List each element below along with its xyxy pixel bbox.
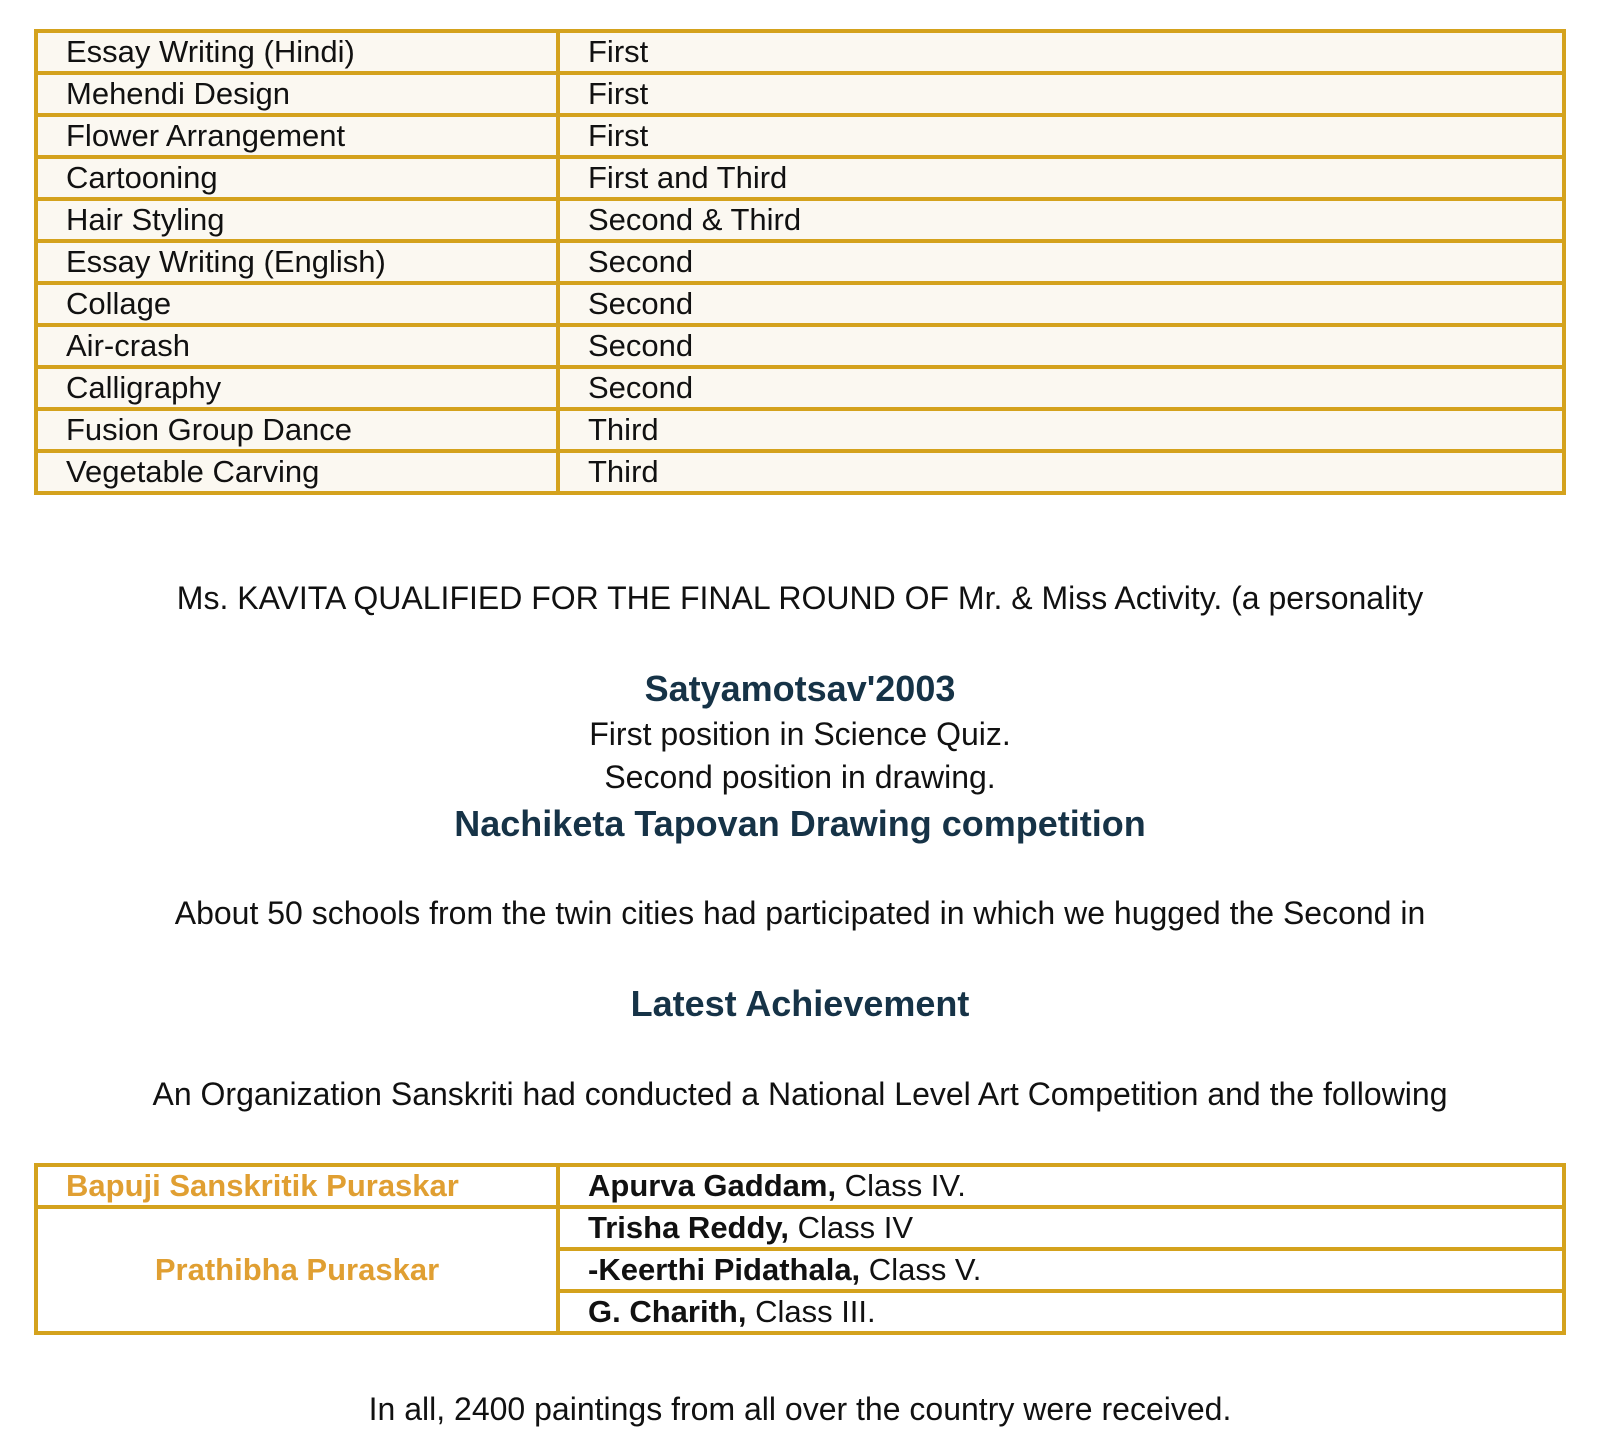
position-cell: First: [558, 31, 1564, 73]
satyamotsav-line-1: First position in Science Quiz.: [589, 716, 1011, 752]
results-table: [34, 29, 1566, 495]
winner-cell: [558, 1207, 1564, 1249]
event-cell: Vegetable Carving: [36, 451, 558, 493]
position-cell: First: [558, 115, 1564, 157]
winner-name: Apurva Gaddam,: [588, 1168, 837, 1203]
position-cell: Second: [558, 325, 1564, 367]
table-row: [36, 451, 1564, 493]
winner-cell: [558, 1291, 1564, 1333]
table-row: [36, 367, 1564, 409]
event-cell: Calligraphy: [36, 367, 558, 409]
satyamotsav-line-2: Second position in drawing.: [604, 759, 996, 795]
winner-name: -Keerthi Pidathala,: [588, 1252, 861, 1287]
event-cell: Essay Writing (Hindi): [36, 31, 558, 73]
closing-statement: In all, 2400 paintings from all over the country were received.: [368, 1391, 1232, 1427]
table-row: [36, 199, 1564, 241]
table-row: [36, 31, 1564, 73]
event-cell: Essay Writing (English): [36, 241, 558, 283]
position-cell: Third: [558, 409, 1564, 451]
event-cell: Air-crash: [36, 325, 558, 367]
table-row: [36, 241, 1564, 283]
table-row: [36, 325, 1564, 367]
table-row: [36, 73, 1564, 115]
winner-class: Class IV.: [836, 1168, 966, 1203]
event-cell: Mehendi Design: [36, 73, 558, 115]
position-cell: Second: [558, 367, 1564, 409]
table-row: [36, 283, 1564, 325]
kavita-statement: Ms. KAVITA QUALIFIED FOR THE FINAL ROUND OF Mr. & Miss Activity. (a personality: [176, 580, 1424, 616]
position-cell: Second: [558, 241, 1564, 283]
winner-name: Trisha Reddy,: [588, 1210, 789, 1245]
event-cell: Fusion Group Dance: [36, 409, 558, 451]
event-cell: Collage: [36, 283, 558, 325]
latest-achievement-text: An Organization Sanskriti had conducted a National Level Art Competition and the following: [152, 1076, 1448, 1112]
table-row: [36, 1165, 1564, 1207]
winner-cell: [558, 1249, 1564, 1291]
position-cell: Second: [558, 283, 1564, 325]
table-row: [36, 157, 1564, 199]
winner-name: G. Charith,: [588, 1294, 747, 1329]
event-cell: Flower Arrangement: [36, 115, 558, 157]
winner-class: Class IV: [789, 1210, 914, 1245]
winner-cell: [558, 1165, 1564, 1207]
latest-achievement-heading: Latest Achievement: [630, 983, 970, 1024]
position-cell: First and Third: [558, 157, 1564, 199]
position-cell: Third: [558, 451, 1564, 493]
winner-class: Class V.: [860, 1252, 982, 1287]
satyamotsav-heading: Satyamotsav'2003: [644, 668, 956, 709]
awards-table: [34, 1163, 1566, 1335]
award-name-bapuji: Bapuji Sanskritik Puraskar: [36, 1165, 558, 1207]
position-cell: First: [558, 73, 1564, 115]
nachiketa-heading: Nachiketa Tapovan Drawing competition: [454, 803, 1146, 844]
table-row: [36, 115, 1564, 157]
award-name-prathibha: Prathibha Puraskar: [36, 1207, 558, 1333]
event-cell: Cartooning: [36, 157, 558, 199]
nachiketa-text: About 50 schools from the twin cities had participated in which we hugged the Second in: [174, 895, 1426, 931]
position-cell: Second & Third: [558, 199, 1564, 241]
table-row: [36, 409, 1564, 451]
event-cell: Hair Styling: [36, 199, 558, 241]
table-row: [36, 1207, 1564, 1249]
winner-class: Class III.: [746, 1294, 876, 1329]
